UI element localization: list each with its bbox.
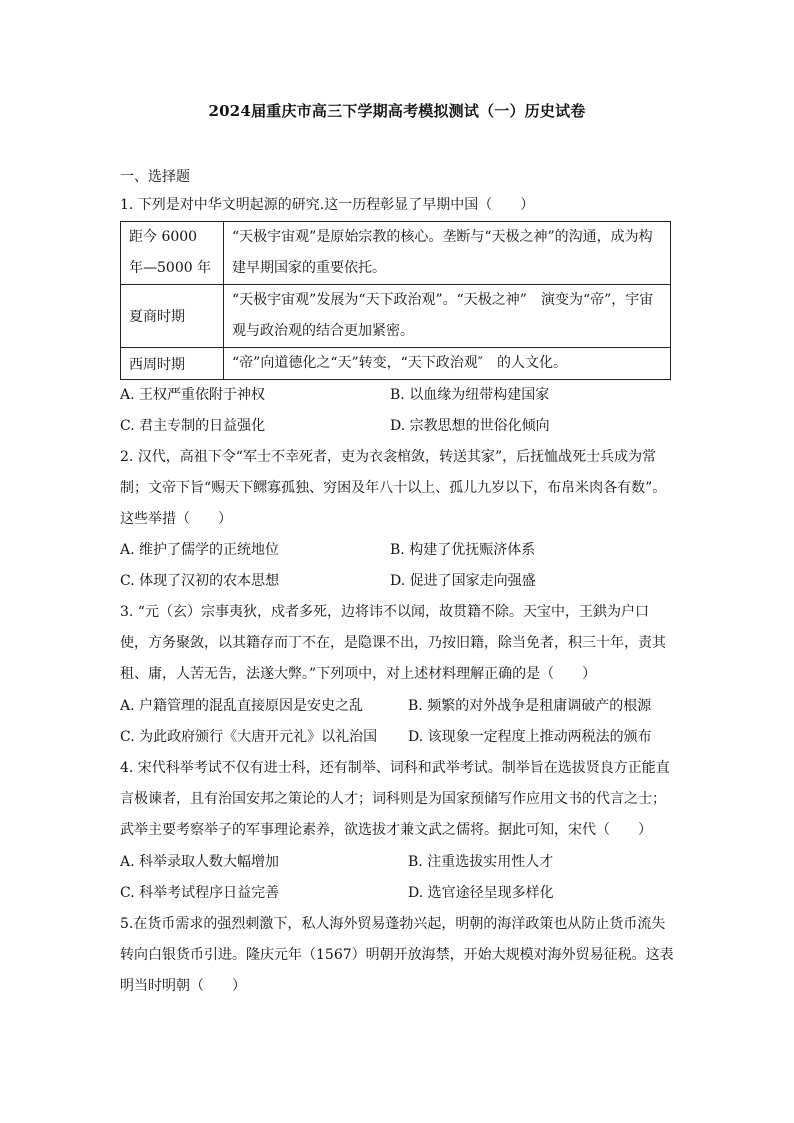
- question-3-stem: 3. “元（玄）宗事夷狄，戍者多死，边将讳不以闻，故贯籍不除。天宝中，王鉷为户口使，方务聚敛，以其籍存而丁不在，是隐课不出，乃按旧籍，除当免者，积三十年，责其租、庸，人苦无告，法遂大弊。”下列项中，对上述材料理解正确的是（ ）: [120, 604, 666, 682]
- option-b[interactable]: B. 以血缘为纽带构建国家: [390, 387, 550, 403]
- table-cell-content: “天极宇宙观”是原始宗教的核心。垄断与“天极之神”的沟通，成为构建早期国家的重要依托。: [224, 222, 671, 285]
- option-c[interactable]: C. 科举考试程序日益完善: [120, 885, 280, 901]
- table-row: [121, 348, 671, 380]
- option-b[interactable]: B. 频繁的对外战争是租庸调破产的根源: [408, 698, 652, 714]
- option-a[interactable]: A. 维护了儒学的正统地位: [120, 542, 280, 558]
- option-a[interactable]: A. 户籍管理的混乱直接原因是安史之乱: [120, 698, 364, 714]
- option-a[interactable]: A. 科举录取人数大幅增加: [120, 854, 280, 870]
- option-d[interactable]: D. 选官途径呈现多样化: [408, 885, 554, 901]
- option-d[interactable]: D. 该现象一定程度上推动两税法的颁布: [408, 729, 652, 745]
- question-1-stem: 1. 下列是对中华文明起源的研究.这一历程彰显了早期中国（ ）: [120, 197, 535, 213]
- option-d[interactable]: D. 宗教思想的世俗化倾向: [390, 418, 550, 434]
- option-b[interactable]: B. 注重选拔实用性人才: [408, 854, 554, 870]
- question-4-options: [120, 847, 676, 909]
- table-cell-period: 西周时期: [121, 348, 224, 380]
- question-2-stem: 2. 汉代，高祖下令“军士不幸死者，吏为衣衾棺敛，转送其家”，后抚恤战死士兵成为常制；文帝下旨“赐天下鳏寡孤独、穷困及年八十以上、孤儿九岁以下，布帛米肉各有数”。这些举措（ ）: [120, 449, 667, 527]
- question-1-table: [120, 221, 671, 380]
- question-2-options: [120, 535, 676, 597]
- table-cell-period: 夏商时期: [121, 285, 224, 348]
- exam-title: 2024届重庆市高三下学期高考模拟测试（一）历史试卷: [208, 102, 586, 120]
- table-cell-content: “天极宇宙观”发展为“天下政治观”。“天极之神” 演变为“帝”，宇宙观与政治观的结合更加紧密。: [224, 285, 671, 348]
- table-row: [121, 222, 671, 285]
- option-b[interactable]: B. 构建了优抚赈济体系: [390, 542, 536, 558]
- option-c[interactable]: C. 体现了汉初的农本思想: [120, 573, 280, 589]
- option-a[interactable]: A. 王权严重依附于神权: [120, 387, 266, 403]
- table-cell-period: 距今 6000 年—5000 年: [121, 222, 224, 285]
- option-c[interactable]: C. 为此政府颁行《大唐开元礼》以礼治国: [120, 729, 378, 745]
- question-1-options: [120, 380, 676, 442]
- question-4-stem: 4. 宋代科举考试不仅有进士科，还有制举、词科和武举考试。制举旨在选拔贤良方正能直言极谏者，且有治国安邦之策论的人才；词科则是为国家预储写作应用文书的代言之士；武举主要考察举子的军事理论素养，欲选拔才兼文武之儒将。据此可知，宋代（ ）: [120, 760, 670, 838]
- question-5-stem: 5.在货币需求的强烈刺激下，私人海外贸易蓬勃兴起，明朝的海洋政策也从防止货币流失转向白银货币引进。隆庆元年（1567）明朝开放海禁，开始大规模对海外贸易征税。这表明当时明朝（ ）: [120, 916, 674, 994]
- section-heading: 一、选择题: [120, 169, 190, 185]
- option-c[interactable]: C. 君主专制的日益强化: [120, 418, 266, 434]
- table-cell-content: “帝”向道德化之“天”转变，“天下政治观″ 的人文化。: [224, 348, 671, 380]
- table-row: [121, 285, 671, 348]
- question-3-options: [120, 691, 676, 753]
- option-d[interactable]: D. 促进了国家走向强盛: [390, 573, 536, 589]
